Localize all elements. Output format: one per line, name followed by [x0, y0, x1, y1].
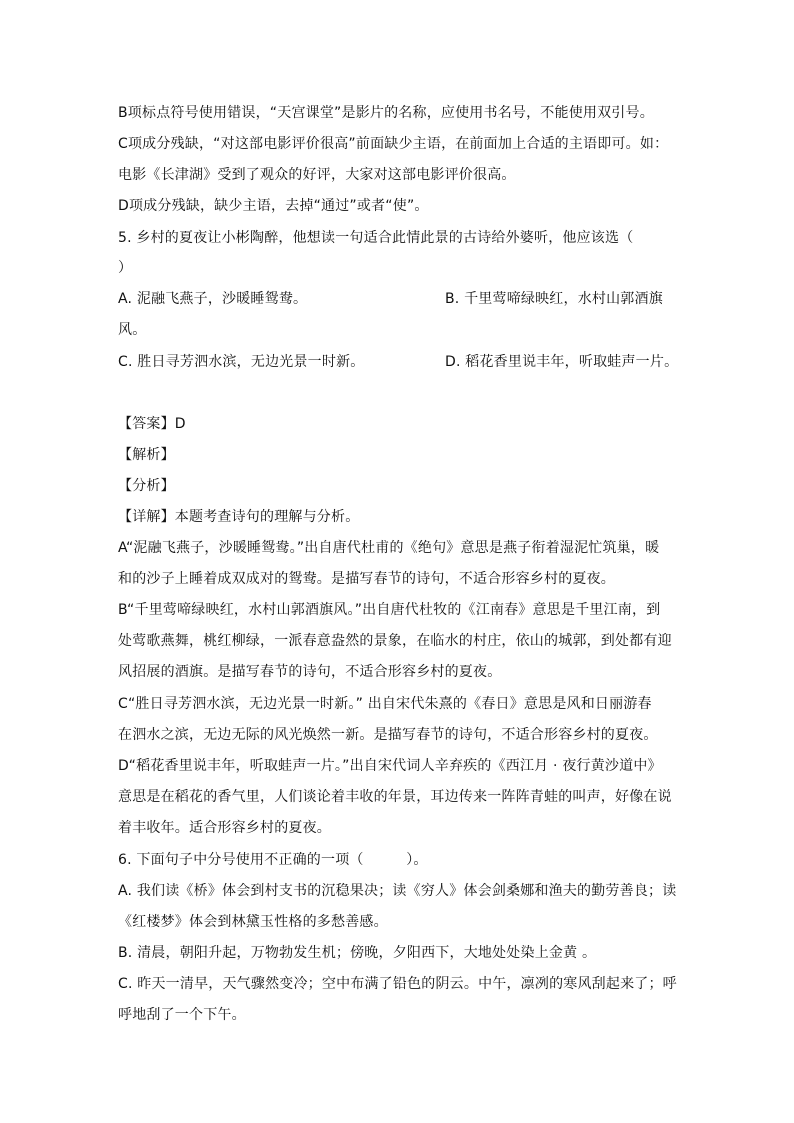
explanation-line: 着丰收年。适合形容乡村的夏夜。 — [118, 820, 331, 836]
explanation-line: 意思是在稻花的香气里，人们谈论着丰收的年景，耳边传来一阵阵青蛙的叫声，好像在说 — [118, 789, 672, 805]
text-line: 电影《长津湖》受到了观众的好评，大家对这部电影评价很高。 — [118, 167, 516, 183]
option-b-cont: 风。 — [118, 322, 147, 338]
text-line: D项成分残缺，缺少主语，去掉“通过”或者“使”。 — [118, 198, 429, 214]
text-line: ） — [118, 260, 133, 276]
question-5: 5. 乡村的夏夜让小彬陶醉，他想读一句适合此情此景的古诗给外婆听，他应该选（ — [118, 230, 634, 246]
q6-option-a: A. 我们读《桥》体会到村支书的沉稳果决；读《穷人》体会剑桑娜和渔夫的勤劳善良；读 — [118, 883, 677, 899]
fenxi-heading: 【分析】 — [118, 478, 175, 494]
text-line: B项标点符号使用错误，“天宫课堂”是影片的名称，应使用书名号，不能使用双引号。 — [118, 105, 654, 121]
question-6: 6. 下面句子中分号使用不正确的一项（ ）。 — [118, 852, 428, 868]
explanation-line: A“泥融飞燕子，沙暖睡鸳鸯。”出自唐代杜甫的《绝句》意思是燕子衔着湿泥忙筑巢，暖 — [118, 540, 660, 556]
explanation-line: C“胜日寻芳泗水滨，无边光景一时新。” 出自宋代朱熹的《春日》意思是风和日丽游春 — [118, 696, 652, 712]
option-b: B. 千里莺啼绿映红，水村山郭酒旗 — [445, 291, 663, 307]
option-d: D. 稻花香里说丰年，听取蛙声一片。 — [445, 354, 679, 370]
explanation-line: 处莺歌燕舞，桃红柳绿，一派春意盎然的景象，在临水的村庄，依山的城郭，到处都有迎 — [118, 633, 672, 649]
xiangjie-line: 【详解】本题考查诗句的理解与分析。 — [118, 509, 360, 525]
q6-option-b: B. 清晨，朝阳升起，万物勃发生机；傍晚，夕阳西下，大地处处染上金黄 。 — [118, 945, 597, 961]
explanation-line: B“千里莺啼绿映红，水村山郭酒旗风。”出自唐代杜牧的《江南春》意思是千里江南，到 — [118, 602, 661, 618]
q6-option-c: C. 昨天一清早，天气骤然变冷；空中布满了铅色的阴云。中午，凛冽的寒风刮起来了；呼 — [118, 976, 677, 992]
jiexi-heading: 【解析】 — [118, 447, 175, 463]
explanation-line: 和的沙子上睡着成双成对的鸳鸯。是描写春节的诗句，不适合形容乡村的夏夜。 — [118, 571, 615, 587]
q6-option-c-cont: 呼地刮了一个下午。 — [118, 1007, 246, 1023]
option-c: C. 胜日寻芳泗水滨，无边光景一时新。 — [118, 354, 365, 370]
explanation-line: 在泗水之滨，无边无际的风光焕然一新。是描写春节的诗句，不适合形容乡村的夏夜。 — [118, 727, 658, 743]
q6-option-a-cont: 《红楼梦》体会到林黛玉性格的多愁善感。 — [118, 914, 388, 930]
explanation-line: 风招展的酒旗。是描写春节的诗句，不适合形容乡村的夏夜。 — [118, 664, 502, 680]
explanation-line: D“稻花香里说丰年，听取蛙声一片。”出自宋代词人辛弃疾的《西江月 · 夜行黄沙道中》 — [118, 758, 662, 774]
option-a: A. 泥融飞燕子，沙暖睡鸳鸯。 — [118, 291, 308, 307]
text-line: C项成分残缺，“对这部电影评价很高”前面缺少主语，在前面加上合适的主语即可。如： — [118, 136, 669, 152]
answer-line: 【答案】D — [118, 416, 186, 432]
